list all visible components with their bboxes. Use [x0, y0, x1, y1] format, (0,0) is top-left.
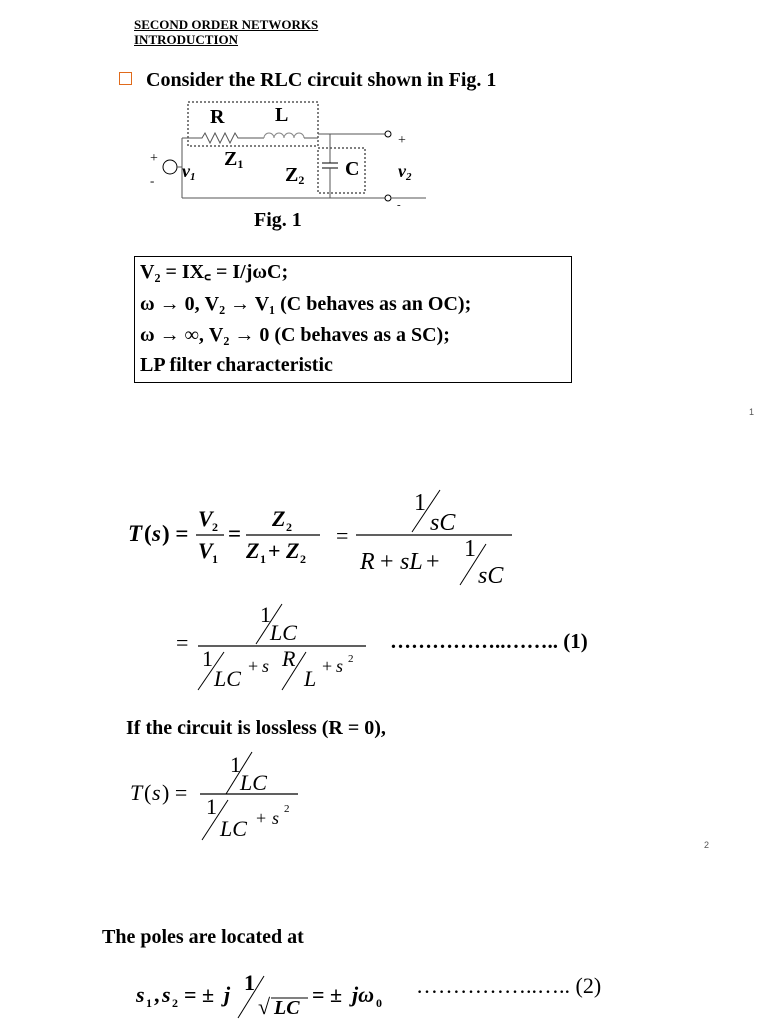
svg-text:+: + [426, 549, 440, 575]
svg-text:+: + [380, 549, 394, 575]
v1-minus: - [150, 173, 155, 188]
svg-text:LC: LC [214, 666, 241, 691]
svg-text:s: s [336, 656, 344, 676]
svg-text:1: 1 [414, 490, 426, 516]
resistor-symbol [182, 133, 264, 143]
svg-text:j: j [224, 982, 231, 1007]
rlc-circuit-diagram [140, 95, 440, 210]
label-r: R [210, 106, 225, 128]
equation-1-label: ……………..…….. (1) [390, 629, 588, 653]
svg-text:R: R [360, 549, 375, 575]
svg-text:sL: sL [400, 549, 423, 575]
svg-text:LC: LC [220, 816, 247, 841]
v1-plus: + [150, 151, 158, 166]
svg-text:= ±: = ± [312, 982, 343, 1007]
svg-text:1: 1 [230, 752, 241, 777]
info-line-1: V₂ = IX꜀ = I/jωC; [140, 261, 289, 283]
output-terminal-top [385, 131, 391, 137]
svg-text:V: V [198, 538, 213, 563]
svg-text:1: 1 [202, 646, 213, 671]
svg-text:LC: LC [274, 997, 300, 1019]
svg-text:LC: LC [240, 770, 267, 795]
svg-text:0: 0 [376, 996, 382, 1010]
svg-text:T: T [128, 521, 143, 546]
poles-statement: The poles are located at [102, 926, 304, 948]
svg-text:2: 2 [212, 520, 218, 534]
section-title: SECOND ORDER NETWORKS [134, 17, 319, 32]
poles-equation [134, 964, 394, 1022]
page-number: 2 [704, 840, 710, 850]
v2-plus: + [398, 133, 406, 148]
output-terminal-bottom [385, 195, 391, 201]
svg-text:+: + [256, 808, 267, 828]
svg-text:+: + [268, 538, 281, 563]
svg-text:=: = [336, 523, 349, 548]
equation-1 [170, 598, 370, 693]
page-number: 1 [749, 407, 755, 417]
svg-text:√: √ [258, 994, 271, 1019]
v2-minus: - [397, 199, 401, 210]
svg-text:,: , [154, 982, 160, 1007]
label-v1: v1 [182, 161, 196, 183]
label-l: L [275, 104, 289, 126]
svg-text:LC: LC [270, 620, 297, 645]
equation-2-label: ……………..….. (2) [416, 973, 602, 998]
svg-text:1: 1 [244, 970, 255, 995]
bullet-square-icon [119, 72, 132, 85]
svg-text:T: T [130, 780, 143, 805]
bullet-text: Consider the RLC circuit shown in Fig. 1 [146, 69, 497, 91]
info-box [134, 256, 572, 383]
z1-dashed-box [188, 102, 318, 146]
svg-text:1: 1 [206, 794, 217, 819]
svg-text:s: s [162, 982, 171, 1007]
svg-text:L: L [304, 666, 317, 691]
label-c: C [345, 158, 360, 180]
svg-text:1: 1 [464, 536, 476, 562]
svg-text:Z: Z [286, 538, 300, 563]
svg-text:) =: ) = [162, 780, 188, 805]
label-v2: v2 [398, 161, 412, 183]
transfer-function-equation [128, 480, 528, 590]
svg-text:s: s [152, 521, 161, 546]
svg-text:R: R [282, 646, 296, 671]
svg-text:2: 2 [172, 996, 178, 1010]
svg-text:+: + [248, 656, 259, 676]
svg-text:s: s [272, 808, 280, 828]
svg-text:s: s [262, 656, 270, 676]
info-line-4: LP filter characteristic [140, 354, 333, 376]
svg-text:(: ( [144, 521, 152, 546]
svg-text:sC: sC [430, 510, 456, 536]
svg-text:=: = [228, 521, 242, 546]
svg-text:= ±: = ± [184, 982, 215, 1007]
svg-text:1: 1 [212, 552, 218, 566]
svg-text:V: V [198, 506, 213, 531]
figure-caption: Fig. 1 [254, 209, 302, 231]
lossless-statement: If the circuit is lossless (R = 0), [126, 717, 386, 739]
svg-text:2: 2 [300, 552, 306, 566]
svg-text:=: = [176, 630, 189, 655]
svg-text:jω: jω [352, 982, 375, 1007]
svg-text:s: s [136, 982, 145, 1007]
svg-text:sC: sC [478, 563, 504, 589]
info-line-3: ω → ∞, V₂ → 0 (C behaves as a SC); [140, 324, 450, 346]
svg-text:(: ( [144, 780, 152, 805]
svg-text:1: 1 [146, 996, 152, 1010]
svg-text:2: 2 [284, 803, 290, 815]
svg-text:1: 1 [260, 552, 266, 566]
label-z2: Z2 [285, 164, 305, 187]
svg-text:+: + [322, 656, 333, 676]
svg-text:2: 2 [286, 520, 292, 534]
svg-text:) =: ) = [162, 521, 189, 546]
label-z1: Z1 [224, 148, 244, 171]
svg-text:s: s [152, 780, 161, 805]
svg-text:Z: Z [246, 538, 260, 563]
info-line-2: ω → 0, V₂ → V₁ (C behaves as an OC); [140, 293, 472, 315]
svg-text:Z: Z [272, 506, 286, 531]
inductor-symbol [264, 133, 304, 138]
svg-text:1: 1 [260, 602, 271, 627]
svg-text:2: 2 [348, 653, 354, 665]
lossless-transfer-function [128, 748, 318, 843]
voltage-source-symbol [163, 160, 177, 174]
section-subtitle: INTRODUCTION [134, 32, 239, 47]
